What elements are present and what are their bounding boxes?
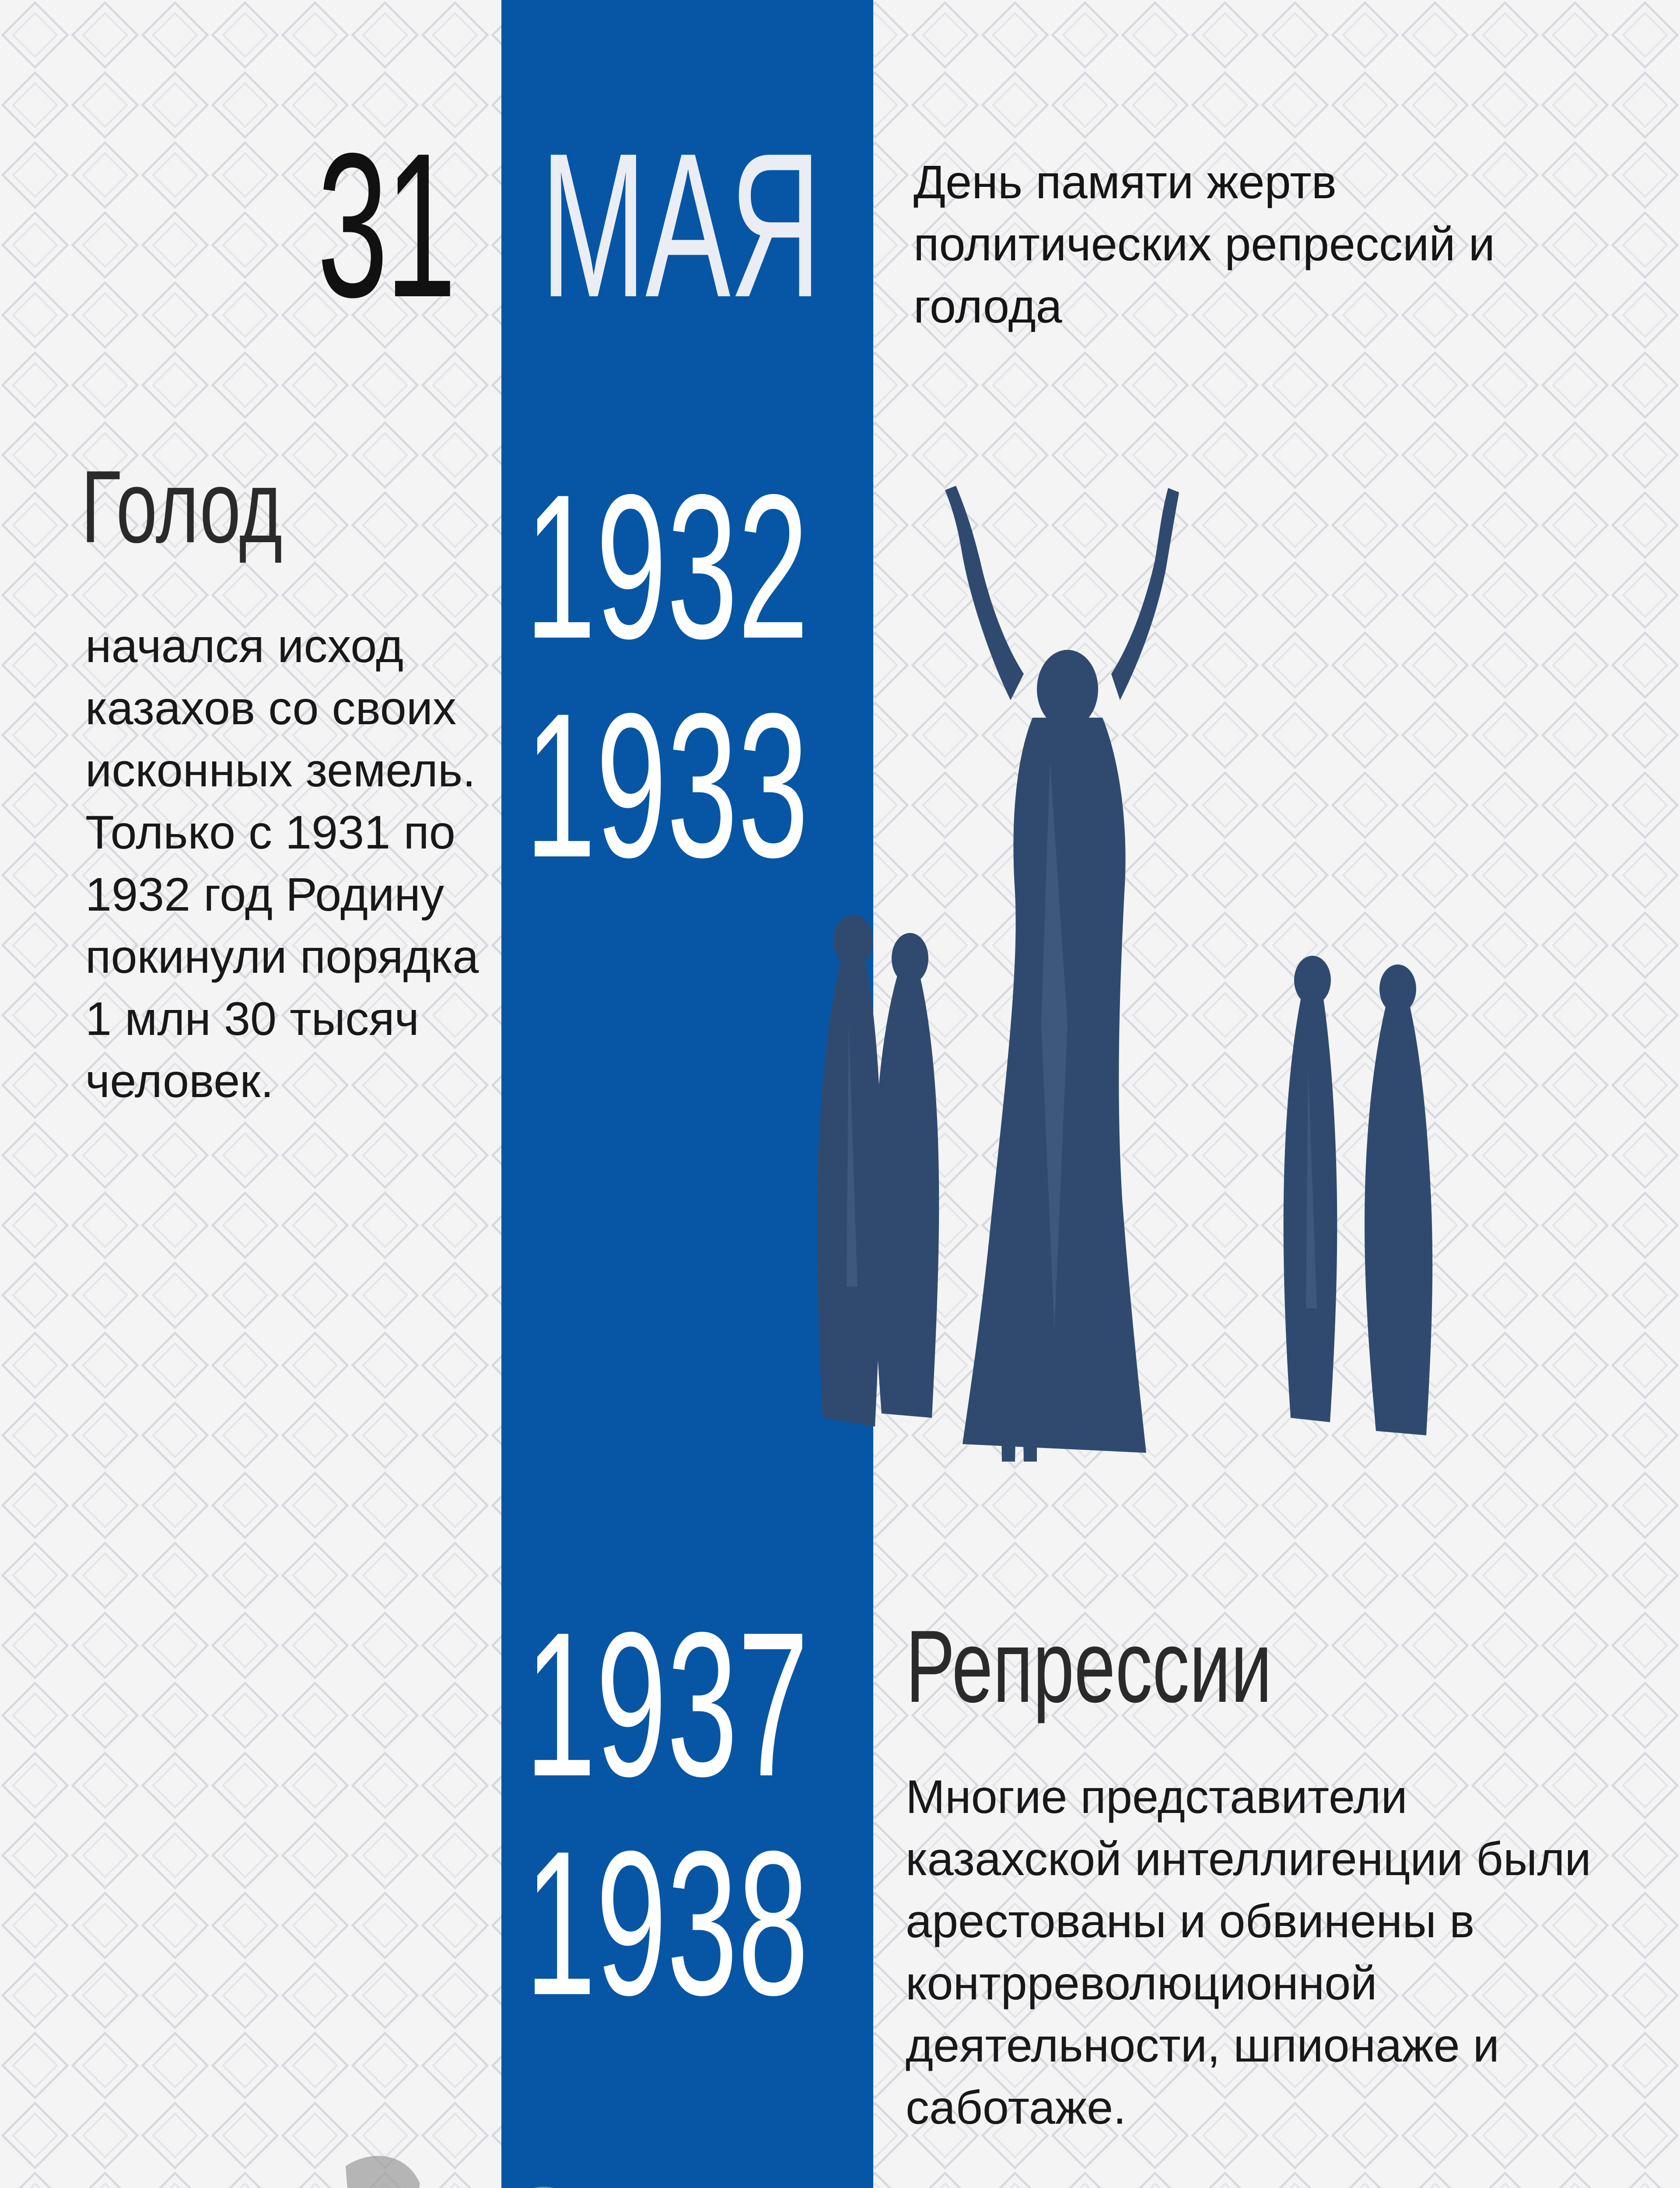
date-month: МАЯ [540, 110, 821, 340]
repression-monument-image [13, 2114, 814, 2188]
famine-monument-image [805, 455, 1488, 1497]
memorial-day-subtitle: День памяти жертв политических репрессий и голода [914, 155, 1495, 333]
famine-year-end: 1933 [525, 670, 809, 900]
famine-year-start: 1932 [525, 452, 809, 681]
repression-year-end: 1938 [525, 1808, 809, 2038]
repressions-paragraph-1: Многие представители казахской интеллигенции были арестованы и обвинены в контрреволюционной деятельности, шпионаже и саботаже. [906, 1770, 1591, 2134]
famine-title: Голод [81, 449, 283, 564]
famine-text: начался исход казахов со своих исконных земель. Только с 1931 по 1932 год Родину покинули порядка 1 млн 30 тысяч человек. [85, 619, 479, 1107]
repression-year-start: 1937 [525, 1589, 809, 1819]
repressions-title: Репрессии [906, 1609, 1272, 1724]
repressions-text [906, 1766, 1632, 2188]
date-day: 31 [317, 110, 454, 340]
